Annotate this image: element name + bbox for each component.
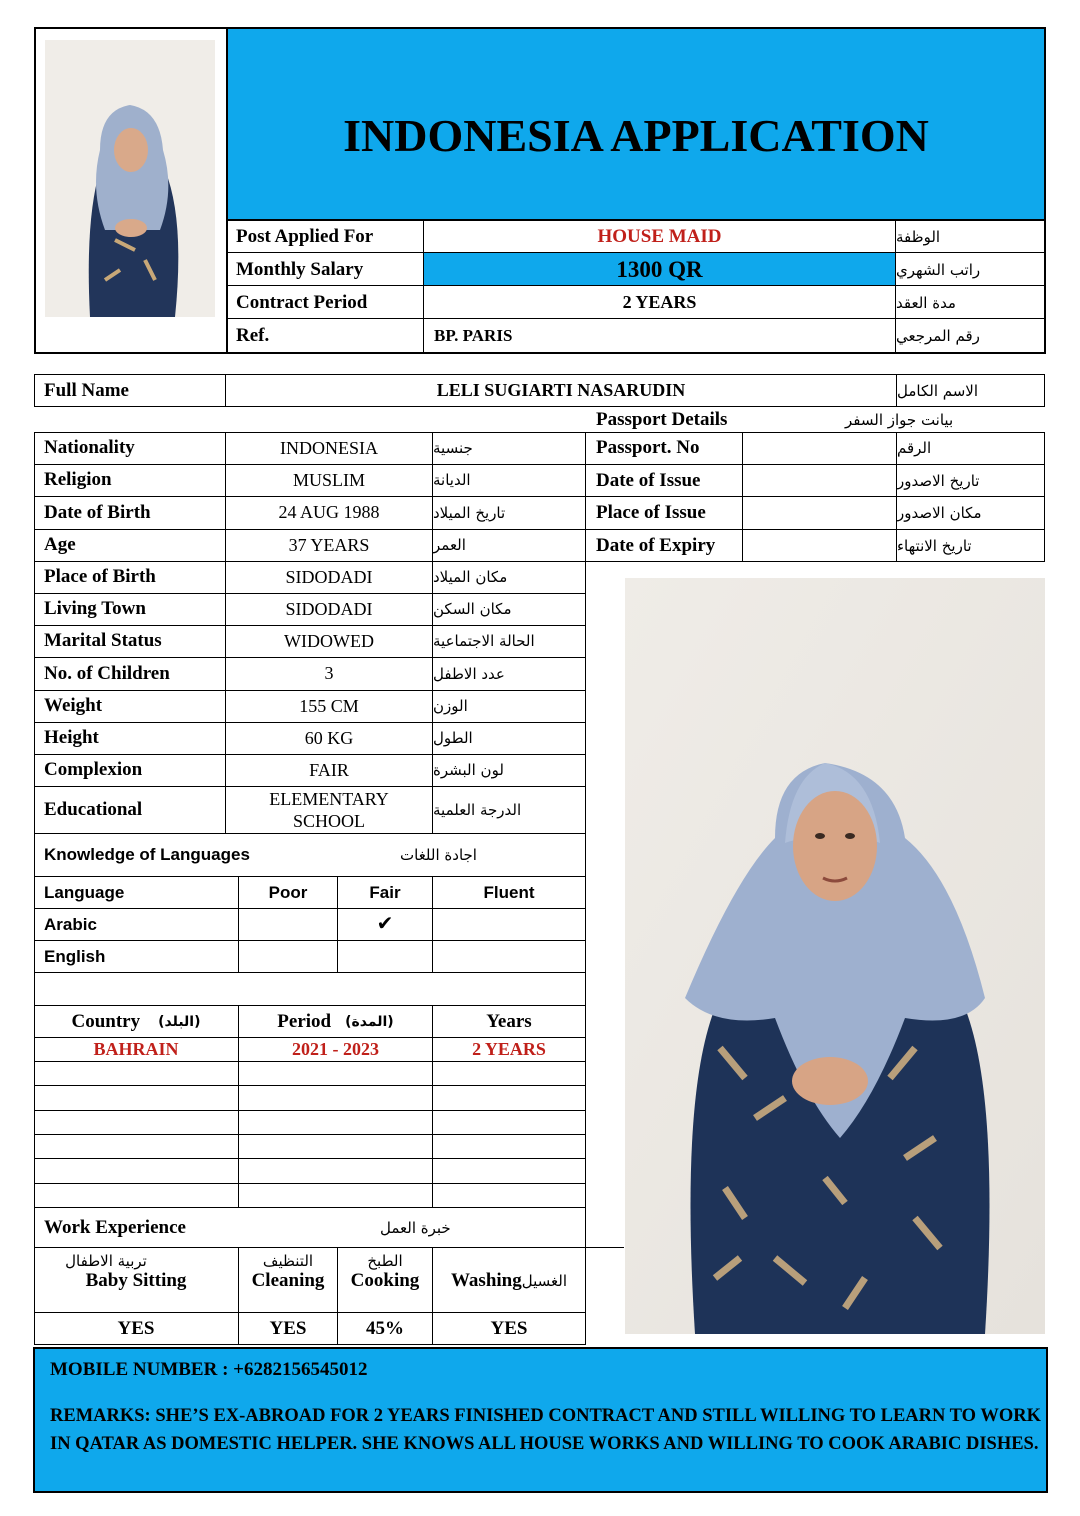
no-of-children-arabic: عدد الاطفل [433,664,505,683]
nationality-arabic: جنسية [433,439,473,457]
profile-photo-small [45,40,215,317]
lang-row-arabic-poor [239,909,337,940]
exp-header-period [239,1006,432,1037]
ref-arabic: رقم المرجعي [896,327,980,345]
living-town-arabic: مكان السكن [433,600,512,618]
date-of-issue-label: Date of Issue [596,469,701,491]
religion-arabic: الديانة [433,471,471,489]
exp-header-country-label: Country [71,1010,141,1032]
living-town-label: Living Town [44,598,146,619]
place-of-issue-arabic: مكان الاصدور [897,504,982,522]
remarks [50,1402,1040,1458]
exp-header-period-label: Period [277,1010,332,1032]
ref-value: BP. PARIS [434,326,513,345]
exp-row-years: 2 YEARS [472,1039,546,1059]
date-of-expiry-label: Date of Expiry [596,535,716,556]
date-of-expiry-arabic: تاريخ الانتهاء [897,537,972,555]
work-experience-title-arabic: خبرة العمل [380,1219,451,1237]
mobile-number: MOBILE NUMBER : +6282156545012 [50,1359,368,1380]
passport-title: Passport Details [596,409,728,430]
weight-label: Weight [44,695,103,716]
languages-title-arabic: اجادة اللغات [400,846,477,864]
remarks-line2: IN QATAR AS DOMESTIC HELPER. SHE KNOWS ALL HOUSE WORKS AND WILLING TO COOK ARABIC DISHES. [50,1434,1039,1454]
ref-label: Ref. [236,325,270,346]
complexion-label: Complexion [44,759,143,780]
exp-header-country [34,1006,238,1037]
skill-cleaning [239,1252,337,1310]
marital-status-value: WIDOWED [284,630,374,651]
lang-row-english-poor [239,941,337,972]
skill-cooking [338,1252,432,1310]
skill-cooking-label: Cooking [350,1270,420,1291]
date-of-birth-label: Date of Birth [44,501,151,523]
full-name-value: LELI SUGIARTI NASARUDIN [436,380,686,400]
lang-header-fair: Fair [369,882,401,902]
contract-period-label: Contract Period [236,291,368,313]
skill-baby-sitting-label: Baby Sitting [85,1270,187,1291]
skill-baby-sitting [34,1252,238,1310]
education-label: Educational [44,799,143,820]
exp-row-country: BAHRAIN [93,1039,179,1059]
religion-value: MUSLIM [292,469,365,490]
place-of-birth-arabic: مكان الميلاد [433,568,508,586]
exp-header-country-arabic: (البلد) [158,1013,201,1030]
lang-header-fluent: Fluent [483,882,535,902]
lang-row-arabic-name: Arabic [44,914,97,934]
skill-cleaning-arabic: التنظيف [262,1252,314,1270]
passport-no-value [743,432,896,464]
living-town-value: SIDODADI [285,598,373,619]
passport-title-arabic: بيانت جواز السفر [845,411,954,429]
date-of-issue-value [743,465,896,496]
no-of-children-value: 3 [324,663,334,683]
complexion-arabic: لون البشرة [433,761,504,779]
skill-cooking-arabic: الطبخ [367,1252,403,1270]
date-of-birth-value: 24 AUG 1988 [278,502,380,522]
lang-header-language: Language [44,882,125,902]
passport-no-label: Passport. No [596,437,700,458]
religion-label: Religion [44,469,112,490]
exp-header-years: Years [486,1010,532,1032]
full-name-label: Full Name [44,379,129,401]
weight-arabic: الوزن [433,697,468,715]
date-of-expiry-value [743,530,896,562]
marital-status-arabic: الحالة الاجتماعية [433,632,535,650]
passport-no-arabic: الرقم [897,439,932,457]
exp-row-period: 2021 - 2023 [292,1039,379,1059]
skill-washing-arabic: الغسيل [521,1272,567,1290]
skill-washing-label: Washing [450,1270,522,1291]
education-arabic: الدرجة العلمية [433,801,522,819]
place-of-birth-value: SIDODADI [285,566,373,587]
lang-row-english-fluent [433,941,585,972]
date-of-birth-arabic: تاريخ الميلاد [433,503,506,522]
weight-value: 155 CM [299,695,359,716]
skill-cooking-value: 45% [366,1318,404,1339]
place-of-issue-value [743,497,896,529]
lang-header-poor: Poor [268,882,308,902]
place-of-birth-label: Place of Birth [44,566,156,587]
age-value: 37 YEARS [288,534,370,555]
date-of-issue-arabic: تاريخ الاصدور [897,471,980,490]
skill-baby-sitting-value: YES [117,1318,155,1339]
salary-label: Monthly Salary [236,258,364,280]
remarks-line1: REMARKS: SHE’S EX-ABROAD FOR 2 YEARS FINISHED CONTRACT AND STILL WILLING TO LEARN TO WORK [50,1406,1041,1426]
skill-cleaning-value: YES [269,1318,307,1339]
post-applied-value: HOUSE MAID [597,226,722,247]
contract-period-arabic: مدة العقد [896,293,956,312]
height-label: Height [44,727,99,748]
skill-washing-value: YES [490,1318,528,1339]
age-label: Age [44,534,76,555]
lang-row-arabic-fluent [433,909,585,940]
place-of-issue-label: Place of Issue [596,502,706,523]
height-value: 60 KG [304,727,354,748]
skill-cleaning-label: Cleaning [251,1270,325,1291]
education-value-line2: SCHOOL [292,811,365,831]
exp-header-period-arabic: (المدة) [345,1013,394,1030]
education-value [226,786,432,834]
full-name-arabic: الاسم الكامل [897,381,979,400]
work-experience-title: Work Experience [44,1217,186,1238]
nationality-label: Nationality [44,437,135,458]
post-applied-label: Post Applied For [236,226,374,247]
lang-row-english-fair [338,941,432,972]
complexion-value: FAIR [309,759,349,780]
salary-arabic: راتب الشهري [896,260,981,279]
profile-photo-large [625,578,1045,1334]
skill-washing [433,1252,585,1310]
height-arabic: الطول [433,729,473,747]
skill-baby-sitting-arabic: تربية الاطفال [65,1252,147,1270]
nationality-value: INDONESIA [280,437,378,458]
languages-title: Knowledge of Languages [44,845,250,864]
page-title: INDONESIA APPLICATION [343,109,929,161]
marital-status-label: Marital Status [44,630,162,651]
lang-row-english-name: English [44,946,106,966]
contract-period-value: 2 YEARS [622,292,697,312]
salary-value: 1300 QR [616,256,703,282]
education-value-line1: ELEMENTARY [269,789,389,809]
post-applied-arabic: الوظفة [896,228,941,246]
no-of-children-label: No. of Children [44,662,170,684]
lang-row-arabic-fair-check: ✔ [376,911,394,935]
age-arabic: العمر [433,536,466,554]
